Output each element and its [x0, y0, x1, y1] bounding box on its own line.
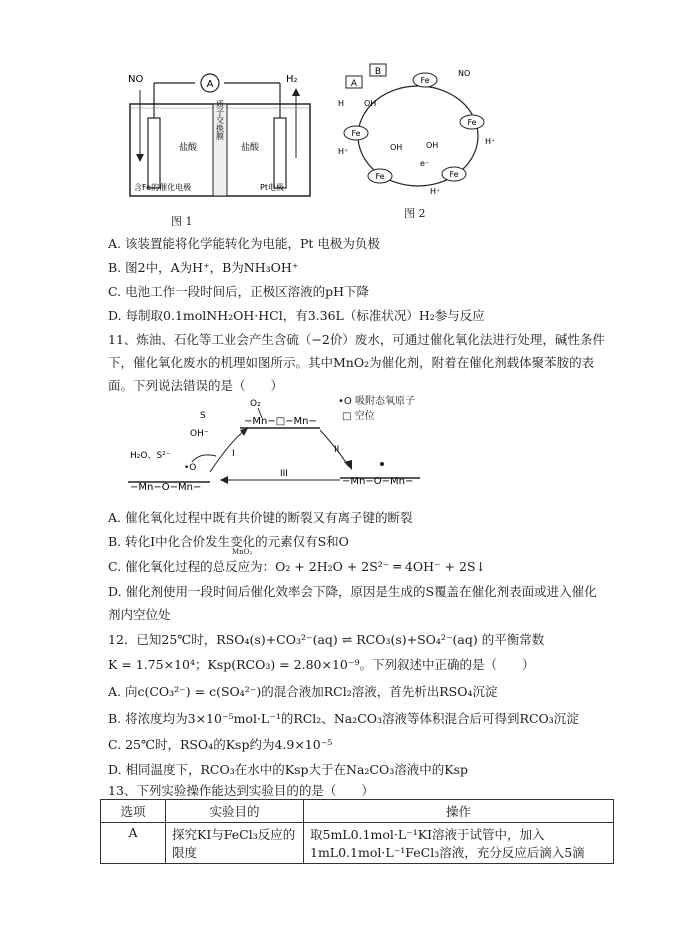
table-header-purpose: 实验目的	[166, 800, 304, 823]
table-header-operation: 操作	[304, 800, 614, 823]
q13-table	[100, 799, 614, 864]
q12-option-a: A. 向c(CO₃²⁻) = c(SO₄²⁻)的混合液加RCl₂溶液，首先析出RSO₄沉淀	[108, 684, 498, 699]
fe-node-top	[413, 73, 437, 87]
fe-node-bottom-left	[368, 169, 392, 183]
q12-option-d: D. 相同温度下，RCO₃在水中的Ksp大于在Na₂CO₃溶液中的Ksp	[108, 762, 468, 777]
q10-option-b: B. 图2中，A为H⁺，B为NH₃OH⁺	[108, 260, 299, 275]
svg-text:A: A	[350, 79, 358, 89]
svg-text:Pt电极: Pt电极	[260, 183, 284, 192]
svg-text:Fe: Fe	[375, 172, 385, 181]
q12-stem-line-1: 12．已知25℃时，RSO₄(s)+CO₃²⁻(aq) ⇌ RCO₃(s)+SO₄²⁻(aq) 的平衡常数	[108, 632, 545, 647]
svg-text:OH: OH	[390, 143, 403, 152]
q11-stem-line-3: 面。下列说法错误的是（ ）	[108, 378, 284, 393]
svg-text:Fe: Fe	[420, 76, 430, 85]
figure-2-catalytic-cycle	[330, 58, 500, 208]
q11-option-b: B. 转化I中化合价发生变化的元素仅有S和O	[108, 534, 349, 549]
svg-text:−Mn−□−Mn−: −Mn−□−Mn−	[244, 416, 317, 427]
q13-stem: 13、下列实验操作能达到实验目的的是（ ）	[108, 783, 374, 798]
fe-node-right	[460, 115, 484, 129]
figure-2-caption: 图 2	[404, 207, 426, 220]
q10-option-a: A. 该装置能将化学能转化为电能，Pt 电极为负极	[108, 236, 380, 251]
q12-stem-line-2: K = 1.75×10⁴；Ksp(RCO₃) = 2.80×10⁻⁹。下列叙述中正确的是（ ）	[108, 657, 535, 672]
svg-text:−Mn−O−Mn−: −Mn−O−Mn−	[130, 482, 202, 492]
fe-node-left	[344, 126, 368, 140]
svg-text:H: H	[338, 99, 345, 108]
svg-text:A: A	[206, 79, 214, 90]
q12-option-b: B. 将浓度均为3×10⁻⁵mol·L⁻¹的RCl₂、Na₂CO₃溶液等体积混合后可得到RCO₃沉淀	[108, 711, 579, 726]
svg-text:S: S	[200, 411, 206, 421]
svg-text:OH: OH	[426, 141, 439, 150]
table-header-option: 选项	[101, 800, 166, 823]
svg-text:•O: •O	[184, 463, 197, 473]
svg-text:H⁺: H⁺	[485, 137, 496, 146]
svg-text:II: II	[334, 445, 340, 455]
q11-stem-line-2: 下，催化氧化废水的机理如图所示。其中MnO₂为催化剂，附着在催化剂载体聚苯胺的表	[108, 355, 595, 370]
q11-option-a: A. 催化氧化过程中既有共价键的断裂又有离子键的断裂	[108, 510, 413, 525]
table-cell-option: A	[101, 823, 166, 864]
q11-legend-oxygen: •O 吸附态氧原子	[338, 396, 415, 407]
operation-line: 取5mL0.1mol·L⁻¹KI溶液于试管中，加入	[310, 827, 545, 842]
table-row	[101, 823, 614, 864]
svg-text:Fe: Fe	[467, 118, 477, 127]
q12-option-c: C. 25℃时，RSO₄的Ksp约为4.9×10⁻⁵	[108, 737, 333, 752]
q10-option-c: C. 电池工作一段时间后，正极区溶液的pH下降	[108, 284, 369, 299]
q11-option-d-line-1: D. 催化剂使用一段时间后催化效率会下降，原因是生成的S覆盖在催化剂表面或进入催化	[108, 584, 597, 599]
purpose-line: 探究KI与FeCl₃反应的	[172, 827, 296, 842]
svg-text:I: I	[232, 449, 235, 459]
svg-text:OH: OH	[364, 99, 377, 108]
svg-text:盐酸: 盐酸	[240, 143, 260, 153]
fe-node-bottom-right	[442, 167, 466, 181]
svg-text:H₂: H₂	[286, 74, 298, 85]
svg-text:III: III	[280, 469, 288, 479]
svg-text:质子交换膜: 质子交换膜	[215, 100, 225, 140]
q11-legend-vacancy: □ 空位	[342, 411, 375, 422]
svg-text:含Fe的催化电极: 含Fe的催化电极	[134, 183, 192, 192]
svg-text:O₂: O₂	[250, 399, 261, 409]
purpose-line: 限度	[172, 845, 198, 860]
svg-text:Fe: Fe	[351, 129, 361, 138]
svg-text:B: B	[374, 67, 382, 77]
figure-1-caption: 图 1	[171, 215, 193, 228]
svg-text:盐酸: 盐酸	[178, 143, 198, 153]
svg-text:OH⁻: OH⁻	[190, 429, 209, 439]
q11-catalyst-note: MnO₂	[232, 548, 253, 556]
q11-mechanism-figure	[120, 392, 450, 492]
svg-text:Fe: Fe	[449, 170, 459, 179]
q11-option-d-line-2: 剂内空位处	[108, 607, 171, 622]
q10-option-d: D. 每制取0.1molNH₂OH·HCl，有3.36L（标准状况）H₂参与反应	[108, 308, 485, 323]
figure-1-electrolytic-cell	[120, 68, 320, 233]
q11-stem-line-1: 11、炼油、石化等工业会产生含硫（−2价）废水，可通过催化氧化法进行处理，碱性条件	[108, 332, 605, 347]
svg-text:e⁻: e⁻	[420, 159, 430, 168]
table-header-row	[101, 800, 614, 823]
svg-text:−Mn−O−Mn−: −Mn−O−Mn−	[342, 476, 414, 487]
svg-text:NO: NO	[128, 74, 144, 85]
q11-option-c: C. 催化氧化过程的总反应为：O₂ + 2H₂O + 2S²⁻ ═ 4OH⁻ + 2S↓	[108, 559, 486, 574]
table-cell-operation	[304, 823, 614, 864]
svg-text:H⁺: H⁺	[338, 147, 349, 156]
operation-line: 1mL0.1mol·L⁻¹FeCl₃溶液，充分反应后滴入5滴	[310, 845, 585, 860]
svg-text:H⁺: H⁺	[430, 187, 441, 196]
table-cell-purpose	[166, 823, 304, 864]
svg-text:NO: NO	[458, 69, 471, 78]
svg-text:H₂O、S²⁻: H₂O、S²⁻	[130, 451, 171, 461]
